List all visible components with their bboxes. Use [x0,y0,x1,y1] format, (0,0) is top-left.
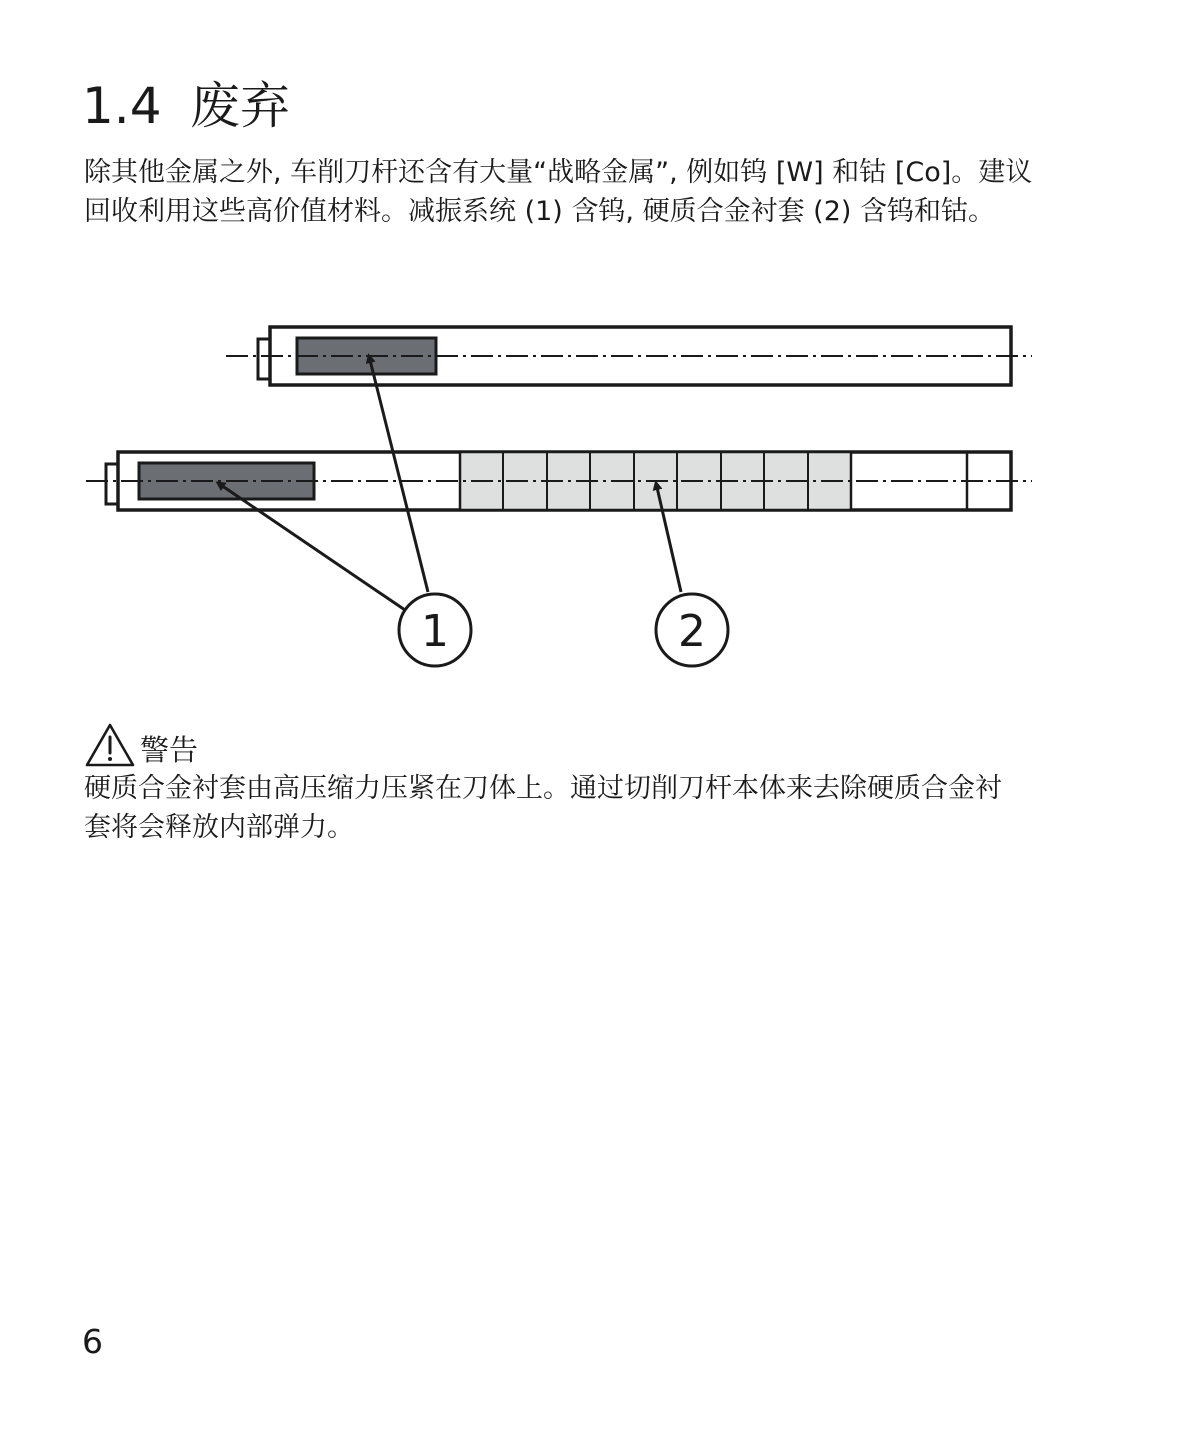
warning-text: 硬质合金衬套由高压缩力压紧在刀体上。通过切削刀杆本体来去除硬质合金衬套将会释放内部弹力。 [84,773,1002,843]
lower-boring-bar [86,452,1032,510]
warning-header [84,712,1044,768]
boring-bar-figure [0,300,1200,700]
page-number: 6 [82,1322,103,1361]
boring-bar-diagram [0,300,1200,700]
section-number: 1.4 [82,77,162,135]
callout-2-label: 2 [678,606,706,657]
lower-bar-end-cap [106,464,118,504]
intro-paragraph: 除其他金属之外, 车削刀杆还含有大量“战略金属”, 例如钨 [W] 和钴 [Co]。建议回收利用这些高价值材料。减振系统 (1) 含钨, 硬质合金衬套 (2) 含钨和钴。 [84,157,1033,227]
section-title: 废弃 [190,77,290,135]
warning-block [84,712,1044,847]
callout-1-label: 1 [421,606,449,657]
upper-bar-end-cap [258,339,270,379]
callout-1 [399,594,471,666]
section-heading [82,74,290,138]
callout-2 [656,594,728,666]
upper-boring-bar [226,327,1032,385]
warning-triangle-icon [84,722,136,768]
warning-title: 警告 [140,733,199,767]
